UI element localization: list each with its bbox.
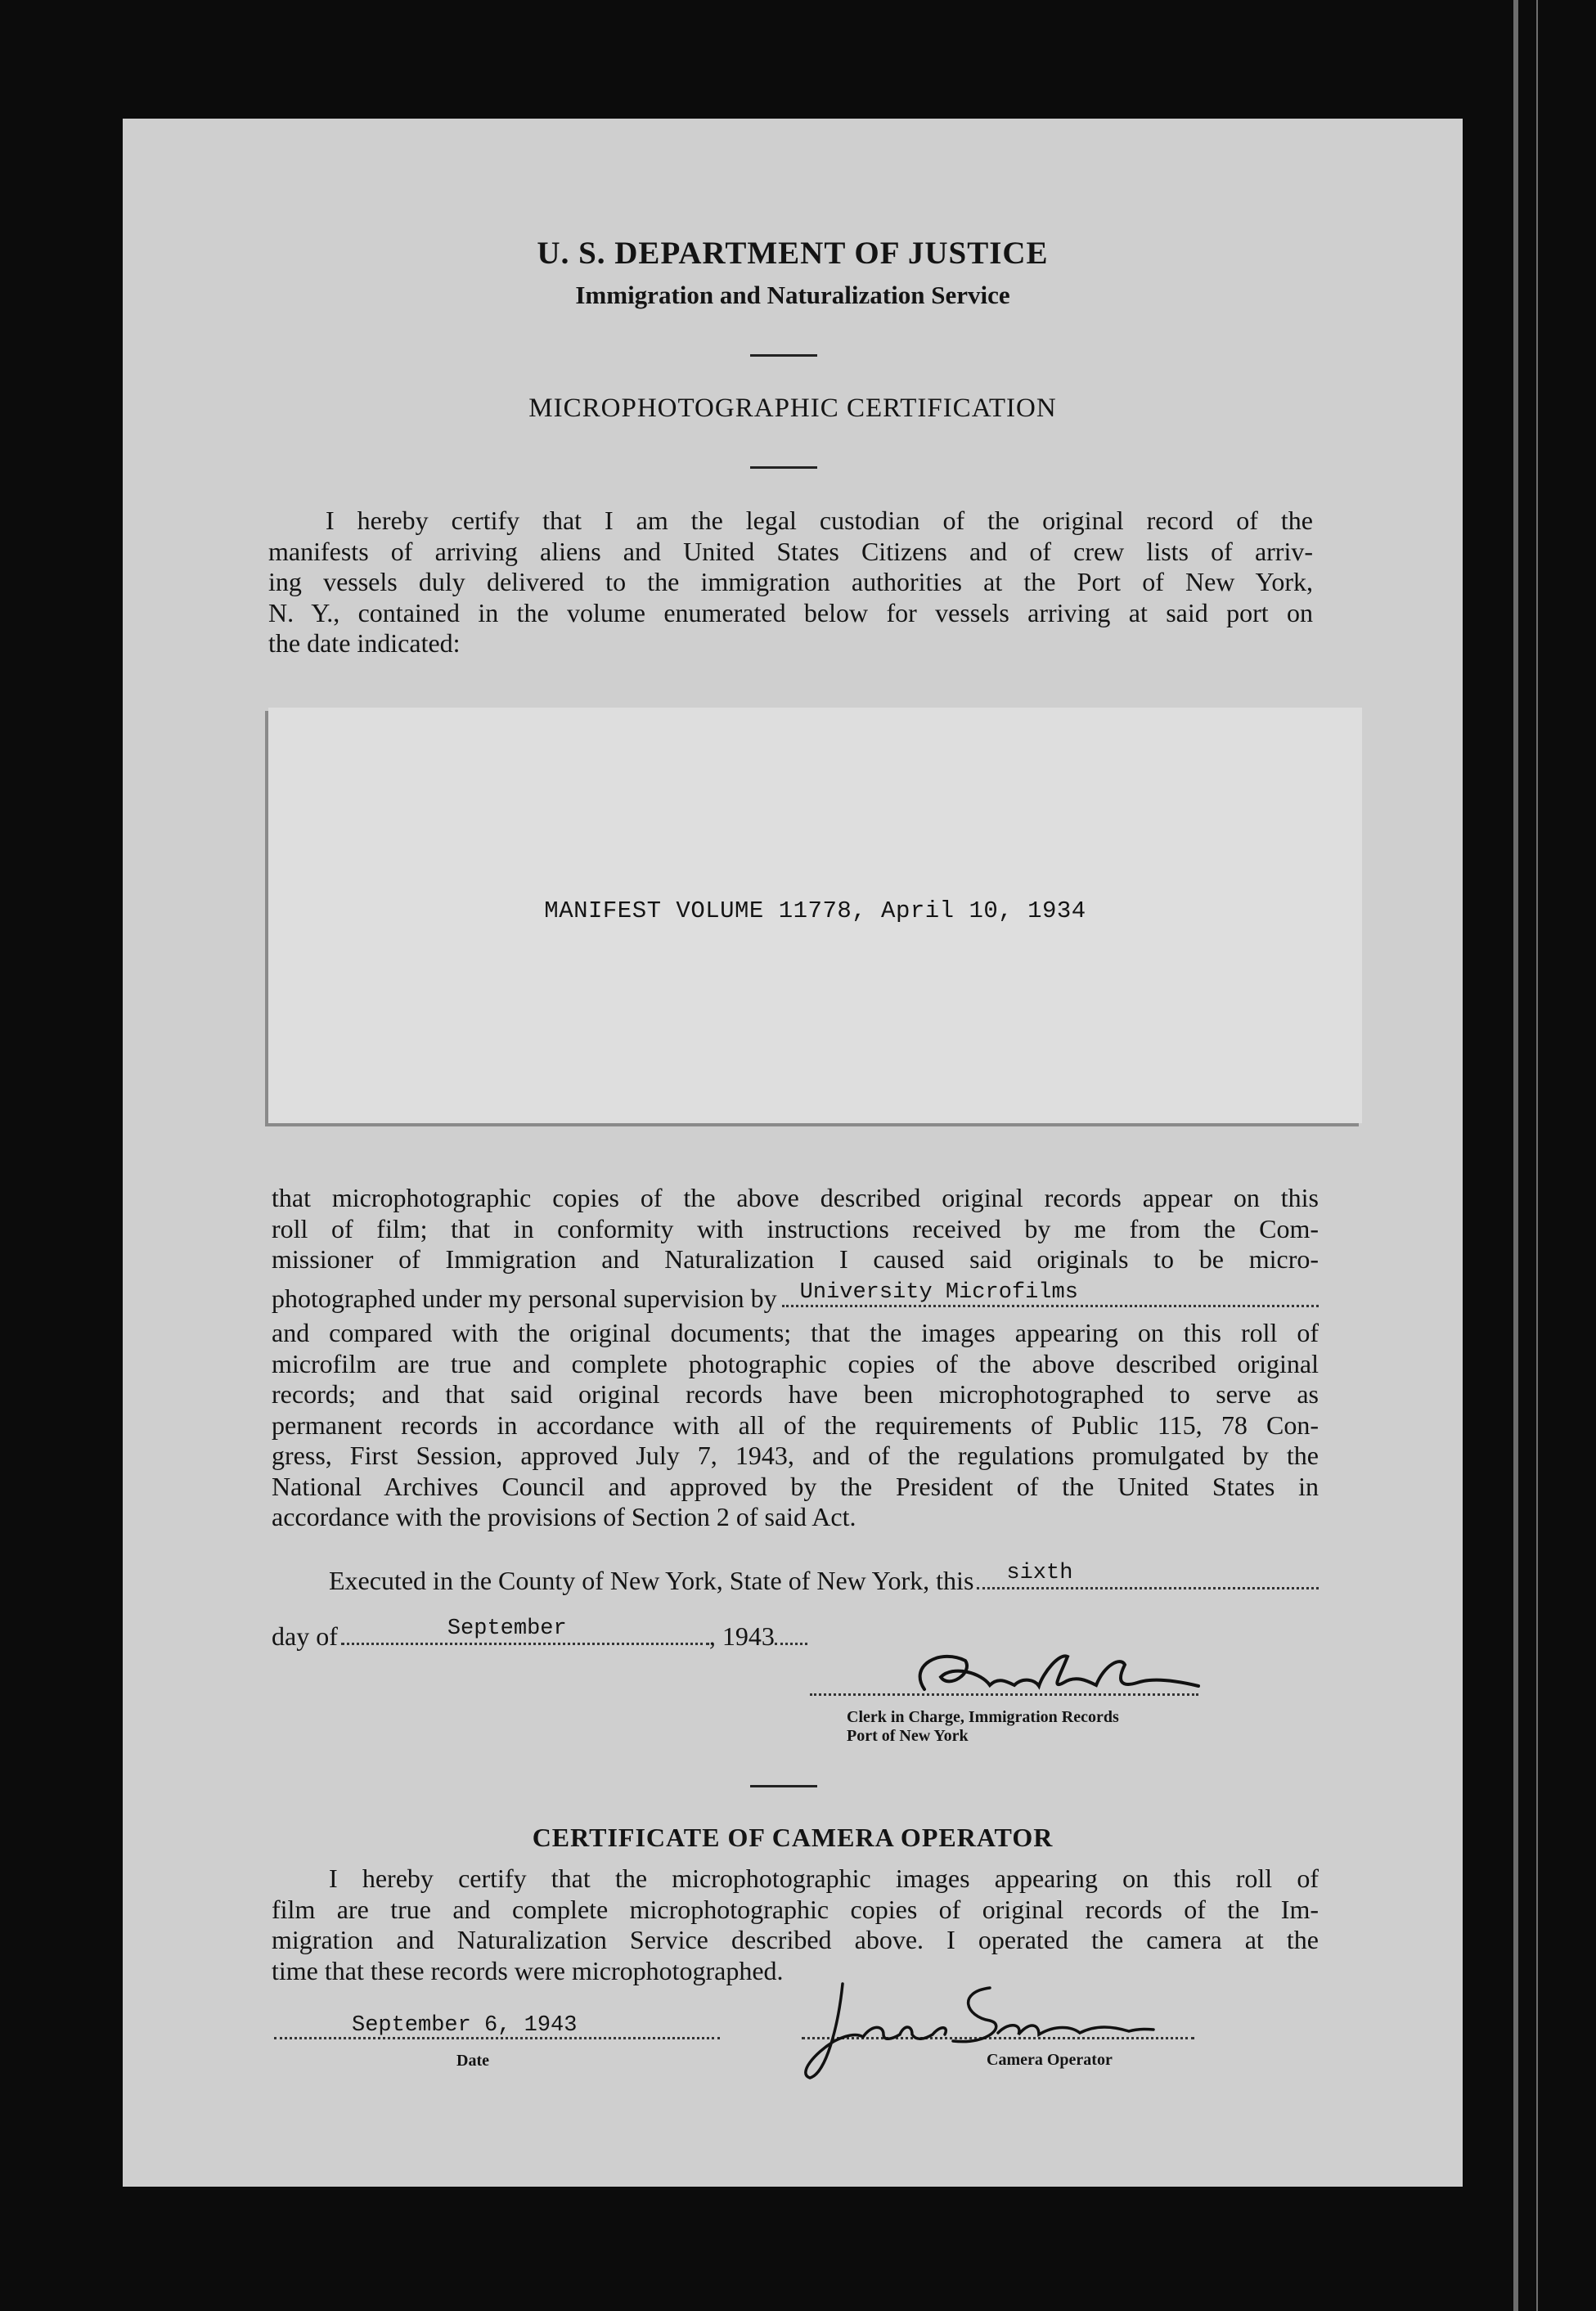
camera-paragraph [272, 1864, 1319, 1986]
certificate-page [123, 119, 1463, 2187]
body-line: missioner of Immigration and Naturalization I caused said originals to be micro- [272, 1244, 1319, 1274]
divider [750, 466, 817, 469]
day-of-label: day of [272, 1621, 338, 1651]
clerk-title-line: Clerk in Charge, Immigration Records [847, 1708, 1119, 1726]
camera-line: I hereby certify that the microphotographic images appearing on this roll of [329, 1864, 1319, 1893]
body-line: microfilm are true and complete photographic copies of the above described original [272, 1348, 1319, 1378]
clerk-title-line: Port of New York [847, 1727, 969, 1745]
body-line: and compared with the original documents; that the images appearing on this roll of [272, 1318, 1319, 1347]
intro-line: ing vessels duly delivered to the immigration authorities at the Port of New York, [268, 567, 1313, 596]
clerk-signature [875, 1640, 1219, 1710]
film-edge [1536, 0, 1538, 2311]
film-edge [1513, 0, 1518, 2311]
camera-operator-label: Camera Operator [987, 2051, 1113, 2069]
date-label: Date [456, 2052, 489, 2070]
divider [750, 1785, 817, 1787]
body-line: that microphotographic copies of the above described original records appear on this [272, 1183, 1319, 1212]
year-value: , 1943 [708, 1621, 775, 1651]
body-line: records; and that said original records have been microphotographed to serve as [272, 1379, 1319, 1409]
photographer-value: University Microfilms [799, 1280, 1078, 1305]
camera-line: time that these records were microphotographed. [272, 1955, 784, 1985]
executed-prefix: Executed in the County of New York, State of New York, this [329, 1566, 974, 1595]
intro-line: the date indicated: [268, 628, 461, 658]
photographed-line [272, 1282, 1319, 1314]
intro-line: I hereby certify that I am the legal custodian of the original record of the [326, 506, 1313, 535]
year-dots [775, 1620, 807, 1645]
month-value: September [447, 1616, 567, 1641]
executed-line [329, 1561, 1319, 1596]
day-value: sixth [1006, 1561, 1073, 1585]
intro-line: manifests of arriving aliens and United States Citizens and of crew lists of arriv- [268, 536, 1313, 566]
manifest-volume-label: MANIFEST VOLUME 11778, April 10, 1934 [544, 897, 1086, 924]
month-field [341, 1616, 709, 1645]
camera-date-value: September 6, 1943 [352, 2013, 578, 2038]
camera-operator-heading: CERTIFICATE OF CAMERA OPERATOR [532, 1823, 1054, 1852]
body-line: roll of film; that in conformity with instructions received by me from the Com- [272, 1213, 1319, 1243]
intro-paragraph [268, 506, 1313, 659]
body-line: accordance with the provisions of Section 2 of said Act. [272, 1502, 856, 1531]
service-subtitle: Immigration and Naturalization Service [575, 281, 1010, 309]
department-title: U. S. DEPARTMENT OF JUSTICE [537, 236, 1049, 271]
body-line: permanent records in accordance with all of the requirements of Public 115, 78 Con- [272, 1410, 1319, 1440]
camera-line: film are true and complete microphotographic copies of original records of the Im- [272, 1894, 1319, 1924]
day-field [977, 1561, 1319, 1589]
body-paragraph [272, 1183, 1319, 1275]
clerk-title [847, 1708, 1119, 1746]
intro-line: N. Y., contained in the volume enumerated below for vessels arriving at said port on [268, 597, 1313, 627]
volume-label-card [268, 708, 1362, 1123]
divider [750, 354, 817, 357]
body-line: National Archives Council and approved by the President of the United States in [272, 1471, 1319, 1501]
photographed-prefix: photographed under my personal supervision by [272, 1284, 777, 1313]
operator-signature [802, 1976, 1162, 2094]
certification-title: MICROPHOTOGRAPHIC CERTIFICATION [528, 393, 1057, 423]
body-line: gress, First Session, approved July 7, 1943, and of the regulations promulgated by the [272, 1441, 1319, 1470]
body-paragraph-2 [272, 1318, 1319, 1533]
photographer-field [782, 1282, 1319, 1307]
camera-line: migration and Naturalization Service described above. I operated the camera at the [272, 1925, 1319, 1954]
month-line [272, 1616, 844, 1652]
